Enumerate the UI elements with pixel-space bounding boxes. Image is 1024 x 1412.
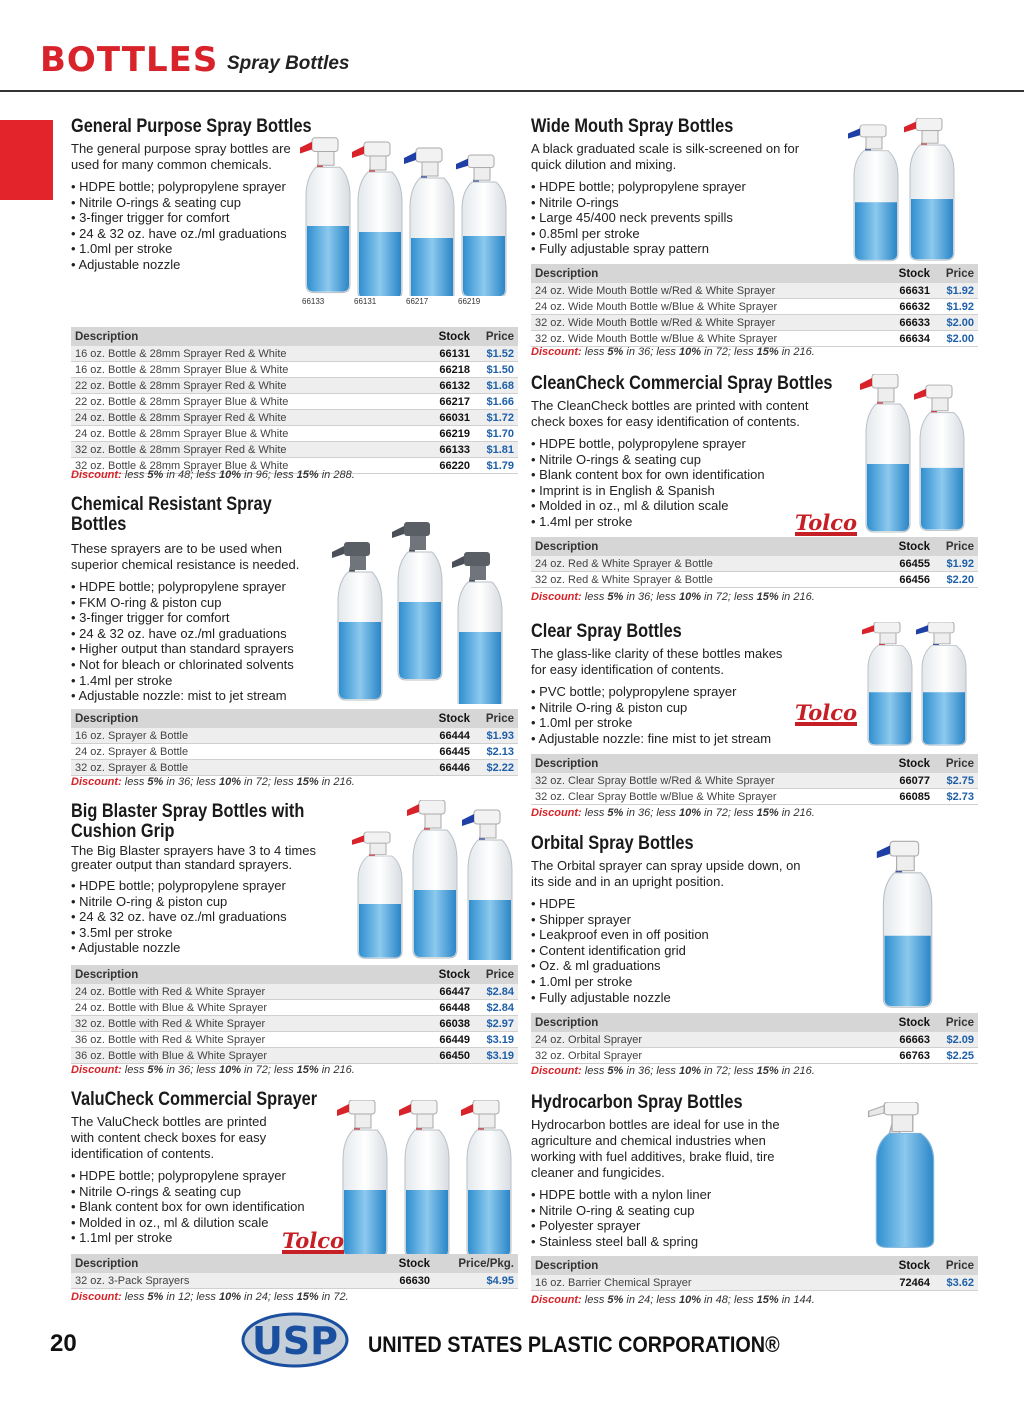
cleancheck-table xyxy=(531,537,978,588)
feature-item: • Nitrile O-rings & seating cup xyxy=(531,452,841,468)
discount-note: Discount: less 5% in 12; less 10% in 24; less 15% in 72. xyxy=(71,1291,349,1303)
discount-note: Discount: less 5% in 36; less 10% in 72; less 15% in 216. xyxy=(531,1065,815,1077)
general-purpose-table xyxy=(71,327,518,474)
table-row: 32 oz. Wide Mouth Bottle w/Red & White Sprayer 66633 $2.00 xyxy=(531,315,978,331)
feature-item: • PVC bottle; polypropylene sprayer xyxy=(531,684,811,700)
feature-item: • Nitrile O-ring & seating cup xyxy=(531,1203,821,1219)
general-purpose-section xyxy=(71,116,312,273)
table-row: 32 oz. 3-Pack Sprayers 66630 $4.95 xyxy=(71,1273,518,1289)
feature-item: • Molded in oz., ml & dilution scale xyxy=(71,1215,341,1231)
feature-item: • Fully adjustable nozzle xyxy=(531,990,821,1006)
section-title: Chemical Resistant Spray xyxy=(71,494,272,515)
table-row: 24 oz. Red & White Sprayer & Bottle 66455 $1.92 xyxy=(531,556,978,572)
feature-item: • Blank content box for own identification xyxy=(531,467,841,483)
feature-item: • HDPE bottle; polypropylene sprayer xyxy=(71,579,331,595)
section-title: Hydrocarbon Spray Bottles xyxy=(531,1092,743,1113)
feature-item: • HDPE bottle; polypropylene sprayer xyxy=(71,1168,341,1184)
table-row: 24 oz. Sprayer & Bottle 66445 $2.13 xyxy=(71,744,518,760)
section-intro: Hydrocarbon bottles are ideal for use in the agriculture and chemical industries when working with fuel additives, brake fluid, tire cleaner and fungicides. xyxy=(531,1117,780,1180)
table-body xyxy=(71,1273,518,1289)
valucheck-section xyxy=(71,1090,341,1246)
table-row: 24 oz. Wide Mouth Bottle w/Blue & White Sprayer 66632 $1.92 xyxy=(531,299,978,315)
table-header: Description Stock Price xyxy=(531,537,978,556)
feature-item: • Nitrile O-ring & piston cup xyxy=(531,700,811,716)
feature-item: • Leakproof even in off position xyxy=(531,927,821,943)
table-row: 32 oz. Orbital Sprayer 66763 $2.25 xyxy=(531,1048,978,1064)
table-row: 22 oz. Bottle & 28mm Sprayer Red & White 66132 $1.68 xyxy=(71,378,518,394)
section-intro: The CleanCheck bottles are printed with content check boxes for easy identification of contents. xyxy=(531,398,809,429)
section-title: Clear Spray Bottles xyxy=(531,621,682,642)
feature-item: • Large 45/400 neck prevents spills xyxy=(531,210,811,226)
table-row: 24 oz. Wide Mouth Bottle w/Red & White Sprayer 66631 $1.92 xyxy=(531,283,978,299)
wide-mouth-table xyxy=(531,264,978,347)
table-row: 32 oz. Bottle with Red & White Sprayer 66038 $2.97 xyxy=(71,1016,518,1032)
header-rule xyxy=(0,90,1024,92)
feature-item: • HDPE xyxy=(531,896,821,912)
cleancheck-bottles-image xyxy=(858,374,968,534)
clear-section xyxy=(531,622,811,746)
table-row: 16 oz. Barrier Chemical Sprayer 72464 $3.62 xyxy=(531,1275,978,1291)
table-row: 32 oz. Red & White Sprayer & Bottle 66456 $2.20 xyxy=(531,572,978,588)
company-name: UNITED STATES PLASTIC CORPORATION® xyxy=(368,1332,780,1357)
feature-item: • HDPE bottle; polypropylene sprayer xyxy=(71,179,301,195)
feature-item: • Adjustable nozzle xyxy=(71,257,301,273)
discount-note: Discount: less 5% in 36; less 10% in 72; less 15% in 216. xyxy=(71,776,355,788)
table-body xyxy=(531,283,978,347)
image-code: 66133 xyxy=(302,297,325,306)
feature-item: • Stainless steel ball & spring xyxy=(531,1234,821,1250)
feature-item: • 24 & 32 oz. have oz./ml graduations xyxy=(71,226,301,242)
hydrocarbon-table xyxy=(531,1256,978,1291)
section-title: ValuCheck Commercial Sprayer xyxy=(71,1089,318,1110)
section-tab xyxy=(0,120,53,200)
feature-item: • 1.4ml per stroke xyxy=(531,514,841,530)
table-row: 22 oz. Bottle & 28mm Sprayer Blue & White 66217 $1.66 xyxy=(71,394,518,410)
big-blaster-bottles-image xyxy=(350,800,520,960)
feature-item: • 3.5ml per stroke xyxy=(71,925,351,941)
table-header: Description Stock Price xyxy=(531,1256,978,1275)
table-row: 36 oz. Bottle with Red & White Sprayer 66449 $3.19 xyxy=(71,1032,518,1048)
table-row: 36 oz. Bottle with Blue & White Sprayer 66450 $3.19 xyxy=(71,1048,518,1064)
feature-item: • HDPE bottle, polypropylene sprayer xyxy=(531,436,841,452)
valucheck-bottles-image xyxy=(335,1100,520,1260)
col-price: Price xyxy=(485,330,514,343)
orbital-bottle-image xyxy=(868,835,948,1013)
feature-item: • Polyester sprayer xyxy=(531,1218,821,1234)
feature-item: • HDPE bottle; polypropylene sprayer xyxy=(71,878,351,894)
discount-note: Discount: less 5% in 48; less 10% in 96; less 15% in 288. xyxy=(71,469,355,481)
discount-note: Discount: less 5% in 24; less 10% in 48; less 15% in 144. xyxy=(531,1294,815,1306)
table-row: 24 oz. Bottle with Red & White Sprayer 66447 $2.84 xyxy=(71,984,518,1000)
feature-item: • Adjustable nozzle: mist to jet stream xyxy=(71,688,331,704)
image-code: 66217 xyxy=(406,297,429,306)
feature-item: • Adjustable nozzle xyxy=(71,940,351,956)
image-codes xyxy=(302,297,510,306)
table-row: 16 oz. Sprayer & Bottle 66444 $1.93 xyxy=(71,728,518,744)
image-code: 66219 xyxy=(458,297,481,306)
feature-item: • 1.1ml per stroke xyxy=(71,1230,341,1246)
table-body xyxy=(531,1032,978,1064)
section-intro: The Orbital sprayer can spray upside down, on its side and in an upright position. xyxy=(531,858,801,889)
clear-bottles-image xyxy=(860,622,970,752)
feature-list xyxy=(531,684,811,746)
feature-item: • Higher output than standard sprayers xyxy=(71,641,331,657)
section-intro: These sprayers are to be used when superior chemical resistance is needed. xyxy=(71,541,300,572)
feature-item: • 1.4ml per stroke xyxy=(71,673,331,689)
orbital-table xyxy=(531,1013,978,1064)
discount-note: Discount: less 5% in 36; less 10% in 72; less 15% in 216. xyxy=(531,346,815,358)
feature-list xyxy=(71,878,351,956)
feature-item: • Not for bleach or chlorinated solvents xyxy=(71,657,331,673)
big-blaster-table xyxy=(71,965,518,1064)
discount-note: Discount: less 5% in 36; less 10% in 72; less 15% in 216. xyxy=(531,807,815,819)
table-header xyxy=(71,327,518,346)
feature-item: • 24 & 32 oz. have oz./ml graduations xyxy=(71,626,331,642)
feature-item: • Content identification grid xyxy=(531,943,821,959)
page-title: BOTTLES xyxy=(40,40,219,80)
table-body xyxy=(531,556,978,588)
feature-item: • Fully adjustable spray pattern xyxy=(531,241,811,257)
wide-mouth-bottles-image xyxy=(842,118,962,264)
table-body xyxy=(531,773,978,805)
valucheck-table xyxy=(71,1254,518,1289)
section-intro: The Big Blaster sprayers have 3 to 4 times greater output than standard sprayers. xyxy=(71,843,316,872)
table-row: 32 oz. Clear Spray Bottle w/Blue & White Sprayer 66085 $2.73 xyxy=(531,789,978,805)
usp-logo-text: USP xyxy=(251,1319,339,1363)
feature-item: • Adjustable nozzle: fine mist to jet stream xyxy=(531,731,811,747)
feature-item: • Blank content box for own identification xyxy=(71,1199,341,1215)
feature-item: • HDPE bottle; polypropylene sprayer xyxy=(531,179,811,195)
chemical-resistant-bottles-image xyxy=(330,512,520,704)
feature-item: • 1.0ml per stroke xyxy=(531,715,811,731)
feature-item: • 0.85ml per stroke xyxy=(531,226,811,242)
tolco-logo: Tolco xyxy=(795,510,857,535)
feature-item: • 1.0ml per stroke xyxy=(71,241,301,257)
table-row: 24 oz. Bottle & 28mm Sprayer Blue & White 66219 $1.70 xyxy=(71,426,518,442)
page-number: 20 xyxy=(50,1330,77,1357)
feature-list xyxy=(531,896,821,1005)
section-title-line2: Bottles xyxy=(71,514,127,535)
tolco-logo: Tolco xyxy=(282,1228,344,1253)
cleancheck-section xyxy=(531,374,841,530)
section-intro: The general purpose spray bottles are used for many common chemicals. xyxy=(71,141,291,172)
image-code: 66131 xyxy=(354,297,377,306)
table-header: Description Stock Price xyxy=(531,264,978,283)
chemical-resistant-section xyxy=(71,495,331,704)
table-row: 24 oz. Bottle with Blue & White Sprayer 66448 $2.84 xyxy=(71,1000,518,1016)
section-title-line2: Cushion Grip xyxy=(71,821,175,842)
table-row: 16 oz. Bottle & 28mm Sprayer Blue & White 66218 $1.50 xyxy=(71,362,518,378)
table-row: 32 oz. Clear Spray Bottle w/Red & White Sprayer 66077 $2.75 xyxy=(531,773,978,789)
table-row: 32 oz. Bottle & 28mm Sprayer Red & White 66133 $1.81 xyxy=(71,442,518,458)
table-row: 32 oz. Bottle & 28mm Sprayer Blue & White 66220 $1.79 xyxy=(71,458,518,474)
feature-list xyxy=(531,1187,821,1249)
table-row: 24 oz. Orbital Sprayer 66663 $2.09 xyxy=(531,1032,978,1048)
discount-note: Discount: less 5% in 36; less 10% in 72; less 15% in 216. xyxy=(531,591,815,603)
page-subtitle: Spray Bottles xyxy=(227,53,350,74)
chemical-resistant-table xyxy=(71,709,518,776)
col-stock: Stock xyxy=(438,330,470,343)
feature-item: • Oz. & ml graduations xyxy=(531,958,821,974)
feature-item: • Nitrile O-rings xyxy=(531,195,811,211)
section-title: Big Blaster Spray Bottles with xyxy=(71,801,305,822)
table-body xyxy=(71,346,518,474)
col-description: Description xyxy=(75,330,139,343)
feature-item: • Imprint is in English & Spanish xyxy=(531,483,841,499)
wide-mouth-section xyxy=(531,117,811,257)
table-row: 16 oz. Bottle & 28mm Sprayer Red & White 66131 $1.52 xyxy=(71,346,518,362)
section-title: General Purpose Spray Bottles xyxy=(71,116,312,137)
table-row: 32 oz. Wide Mouth Bottle w/Blue & White Sprayer 66634 $2.00 xyxy=(531,331,978,347)
section-title: Wide Mouth Spray Bottles xyxy=(531,116,734,137)
feature-item: • Nitrile O-rings & seating cup xyxy=(71,1184,341,1200)
feature-item: • Nitrile O-rings & seating cup xyxy=(71,195,301,211)
feature-item: • 1.0ml per stroke xyxy=(531,974,821,990)
tolco-logo: Tolco xyxy=(795,700,857,725)
big-blaster-section xyxy=(71,802,351,956)
table-header: Description Stock Price/Pkg. xyxy=(71,1254,518,1273)
feature-item: • HDPE bottle with a nylon liner xyxy=(531,1187,821,1203)
orbital-section xyxy=(531,834,821,1005)
section-intro: A black graduated scale is silk-screened on for quick dilution and mixing. xyxy=(531,141,800,172)
feature-list xyxy=(531,179,811,257)
feature-item: • 24 & 32 oz. have oz./ml graduations xyxy=(71,909,351,925)
feature-item: • Molded in oz., ml & dilution scale xyxy=(531,498,841,514)
usp-logo xyxy=(240,1310,350,1370)
table-header: Description Stock Price xyxy=(71,709,518,728)
feature-item: • 3-finger trigger for comfort xyxy=(71,210,301,226)
table-body xyxy=(71,984,518,1064)
feature-list xyxy=(71,579,331,704)
clear-table xyxy=(531,754,978,805)
feature-item: • Nitrile O-ring & piston cup xyxy=(71,894,351,910)
hydrocarbon-section xyxy=(531,1093,821,1249)
feature-list xyxy=(71,179,301,273)
table-row: 32 oz. Sprayer & Bottle 66446 $2.22 xyxy=(71,760,518,776)
section-title: Orbital Spray Bottles xyxy=(531,833,694,854)
hydrocarbon-bottle-image xyxy=(860,1102,950,1252)
table-header: Description Stock Price xyxy=(531,1013,978,1032)
feature-item: • FKM O-ring & piston cup xyxy=(71,595,331,611)
table-header: Description Stock Price xyxy=(71,965,518,984)
table-body xyxy=(531,1275,978,1291)
table-header: Description Stock Price xyxy=(531,754,978,773)
feature-item: • Shipper sprayer xyxy=(531,912,821,928)
section-intro: The glass-like clarity of these bottles makes for easy identification of contents. xyxy=(531,646,783,677)
discount-note: Discount: less 5% in 36; less 10% in 72; less 15% in 216. xyxy=(71,1064,355,1076)
table-body xyxy=(71,728,518,776)
section-title: CleanCheck Commercial Spray Bottles xyxy=(531,373,833,394)
table-row: 24 oz. Bottle & 28mm Sprayer Red & White 66031 $1.72 xyxy=(71,410,518,426)
section-intro: The ValuCheck bottles are printed with content check boxes for easy identification of contents. xyxy=(71,1114,267,1161)
general-purpose-bottles-image xyxy=(298,128,518,296)
feature-item: • 3-finger trigger for comfort xyxy=(71,610,331,626)
